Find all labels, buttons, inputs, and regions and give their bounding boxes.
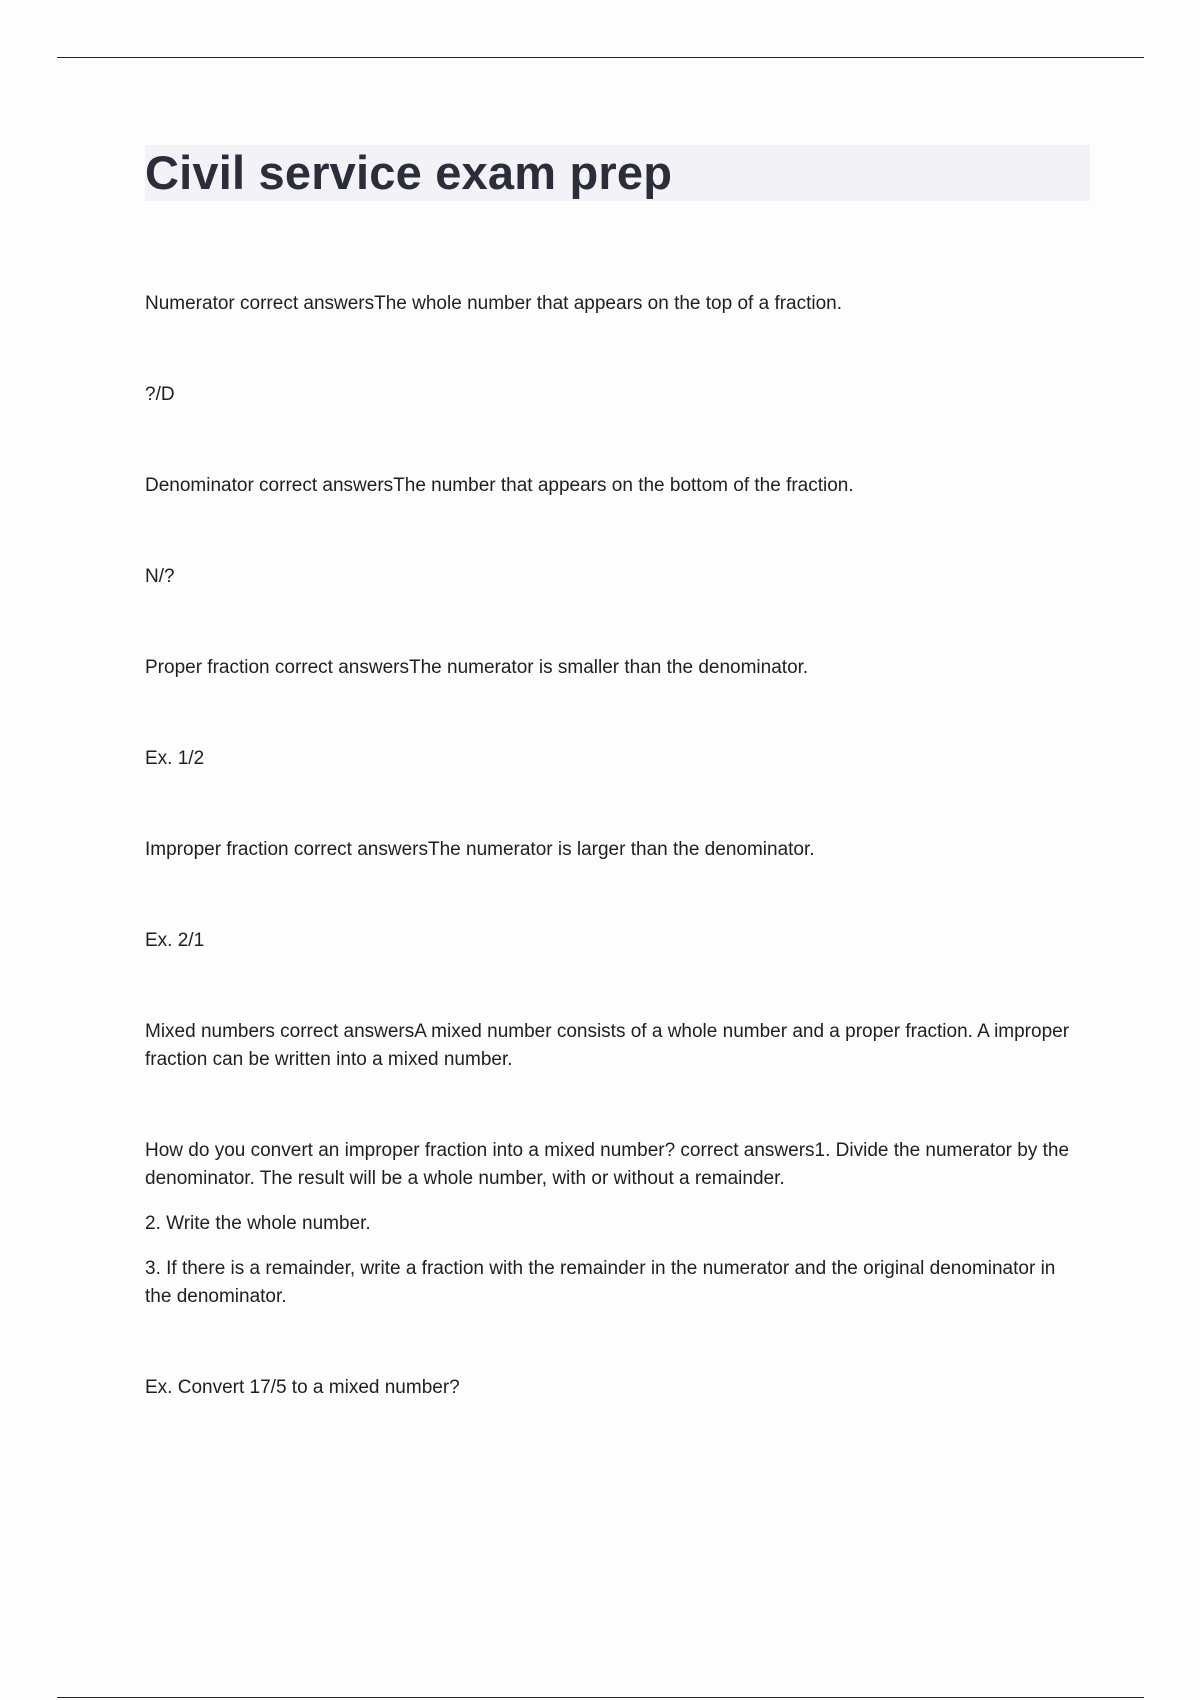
paragraph-numerator-example: ?/D [145,384,175,405]
paragraph-numerator: Numerator correct answersThe whole number that appears on the top of a fraction. [145,293,843,314]
paragraph-improper-example: Ex. 2/1 [145,930,205,951]
footer-rule [57,1697,1144,1698]
paragraph-convert-example: Ex. Convert 17/5 to a mixed number? [145,1377,460,1398]
paragraph-denominator-example: N/? [145,566,175,587]
paragraph-convert-step-2: 2. Write the whole number. [145,1213,371,1234]
paragraph-improper-fraction: Improper fraction correct answersThe numerator is larger than the denominator. [145,839,815,860]
paragraph-denominator: Denominator correct answersThe number that appears on the bottom of the fraction. [145,475,854,496]
paragraph-proper-fraction: Proper fraction correct answersThe numerator is smaller than the denominator. [145,657,809,678]
paragraph-convert-step-3: 3. If there is a remainder, write a fraction with the remainder in the numerator and the original denominator in the denominator. [145,1258,1056,1307]
page-title: Civil service exam prep [145,146,673,199]
paragraph-proper-example: Ex. 1/2 [145,748,205,769]
paragraph-mixed-numbers: Mixed numbers correct answersA mixed number consists of a whole number and a proper fraction. A improper fraction can be written into a mixed number. [145,1021,1070,1070]
paragraph-convert-step-1: How do you convert an improper fraction into a mixed number? correct answers1. Divide the numerator by the denominator. The result will be a whole number, with or without a remainder. [145,1140,1070,1189]
document-body [145,290,1085,1402]
header-rule [57,57,1144,58]
